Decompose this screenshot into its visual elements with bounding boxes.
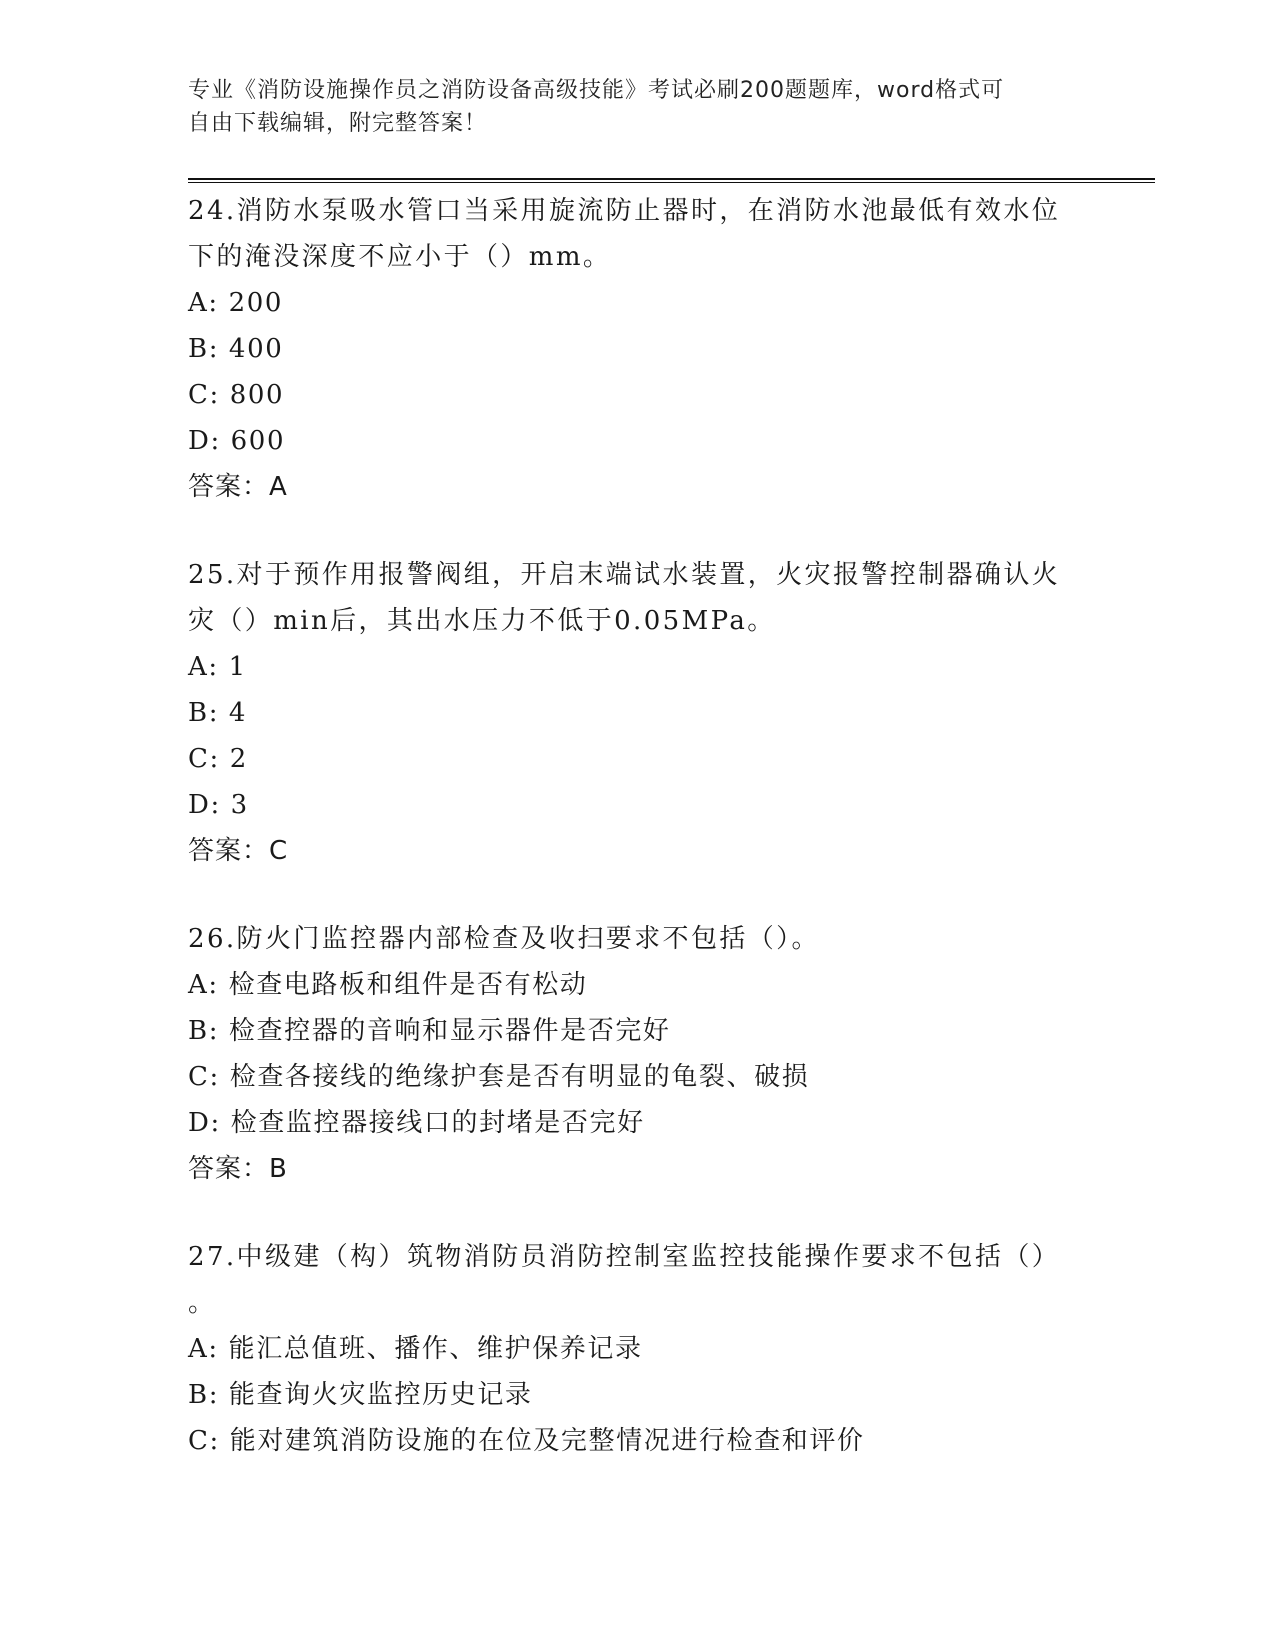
answer-label: 答案：A <box>188 472 288 502</box>
option-d: D: 3 <box>188 790 249 820</box>
option-c: C: 检查各接线的绝缘护套是否有明显的龟裂、破损 <box>188 1062 810 1092</box>
question-24 <box>188 188 1088 510</box>
question-text: 灾（）min后，其出水压力不低于0.05MPa。 <box>188 606 776 636</box>
document-header <box>188 74 1088 140</box>
option-b: B: 4 <box>188 698 248 728</box>
option-d: D: 检查监控器接线口的封堵是否完好 <box>188 1108 645 1138</box>
header-line-1: 专业《消防设施操作员之消防设备高级技能》考试必刷200题题库，word格式可 <box>188 78 1005 103</box>
option-b: B: 400 <box>188 334 284 364</box>
answer-label: 答案：B <box>188 1154 288 1184</box>
question-list <box>188 188 1088 1506</box>
question-26 <box>188 916 1088 1192</box>
question-text: 27.中级建（构）筑物消防员消防控制室监控技能操作要求不包括（） <box>188 1242 1061 1272</box>
question-27 <box>188 1234 1088 1464</box>
header-line-2: 自由下载编辑，附完整答案！ <box>188 111 488 136</box>
option-a: A: 1 <box>188 652 247 682</box>
answer-label: 答案：C <box>188 836 289 866</box>
option-c: C: 800 <box>188 380 285 410</box>
option-b: B: 检查控器的音响和显示器件是否完好 <box>188 1016 671 1046</box>
question-25 <box>188 552 1088 874</box>
option-c: C: 能对建筑消防设施的在位及完整情况进行检查和评价 <box>188 1426 865 1456</box>
question-text: 26.防火门监控器内部检查及收扫要求不包括（）。 <box>188 924 820 954</box>
option-b: B: 能查询火灾监控历史记录 <box>188 1380 533 1410</box>
question-text: 。 <box>188 1288 217 1318</box>
header-divider <box>188 178 1155 183</box>
question-text: 下的淹没深度不应小于（）mm。 <box>188 242 612 272</box>
option-a: A: 检查电路板和组件是否有松动 <box>188 970 588 1000</box>
question-text: 24.消防水泵吸水管口当采用旋流防止器时，在消防水池最低有效水位 <box>188 196 1061 226</box>
option-a: A: 200 <box>188 288 284 318</box>
option-c: C: 2 <box>188 744 248 774</box>
option-a: A: 能汇总值班、播作、维护保养记录 <box>188 1334 643 1364</box>
question-text: 25.对于预作用报警阀组，开启末端试水装置，火灾报警控制器确认火 <box>188 560 1061 590</box>
option-d: D: 600 <box>188 426 286 456</box>
